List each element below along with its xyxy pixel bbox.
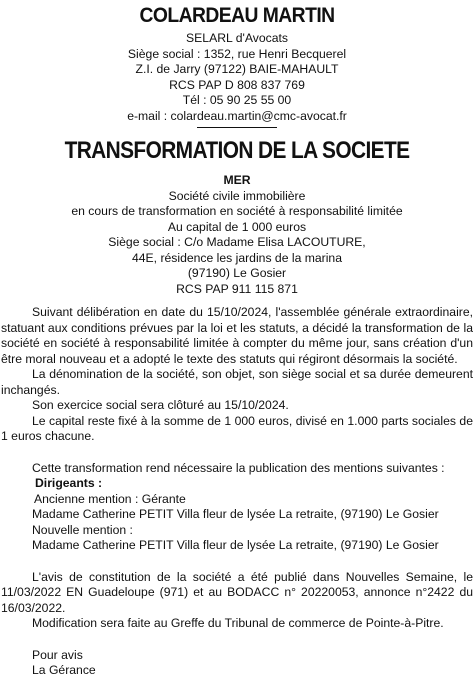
notice-body xyxy=(1,305,473,679)
dirigeants-label: Dirigeants : xyxy=(35,476,103,490)
paragraph-deliberation: Suivant délibération en date du 15/10/2024, l'assemblée générale extraordinaire, statuant aux conditions prévues par la loi et les statuts, a décidé la transformation de la société en société à responsabilité limitée à compter du même jour, sans création d'un être moral nouveau et a adopté le texte des statuts qui régiront désormais la société. xyxy=(1,305,473,366)
paragraph-capital: Le capital reste fixé à la somme de 1 000 euros, divisé en 1.000 parts sociales de 1 euros chacune. xyxy=(1,413,473,443)
paragraph-fiscal-year: Son exercice social sera clôturé au 15/10/2024. xyxy=(32,398,289,412)
nouvelle-person: Madame Catherine PETIT Villa fleur de lysée La retraite, (97190) Le Gosier xyxy=(32,538,439,552)
notice-title: TRANSFORMATION DE LA SOCIETE xyxy=(64,137,410,164)
firm-email: e-mail : colardeau.martin@cmc-avocat.fr xyxy=(127,108,347,123)
firm-type: SELARL d'Avocats xyxy=(186,31,288,45)
ancienne-person: Madame Catherine PETIT Villa fleur de lysée La retraite, (97190) Le Gosier xyxy=(32,507,439,521)
spacer xyxy=(1,632,473,648)
header-divider xyxy=(197,127,277,128)
firm-rcs: RCS PAP D 808 837 769 xyxy=(169,77,305,92)
company-type: Société civile immobilière xyxy=(168,188,306,203)
firm-zone: Z.I. de Jarry (97122) BAIE-MAHAULT xyxy=(135,62,339,76)
company-status: en cours de transformation en société à responsabilité limitée xyxy=(71,204,403,218)
paragraph-greffe: Modification sera faite au Greffe du Tribunal de commerce de Pointe-à-Pitre. xyxy=(32,616,444,630)
company-seat: Siège social : C/o Madame Elisa LACOUTURE, xyxy=(108,235,366,249)
company-address: 44E, résidence les jardins de la marina xyxy=(131,250,342,265)
ancienne-mention: Ancienne mention : Gérante xyxy=(34,491,186,506)
firm-header xyxy=(1,4,473,128)
company-city: (97190) Le Gosier xyxy=(187,266,287,280)
spacer xyxy=(1,554,473,570)
closing-pour-avis: Pour avis xyxy=(32,647,83,662)
company-block xyxy=(1,173,473,297)
firm-name: COLARDEAU MARTIN xyxy=(139,4,335,27)
company-capital: Au capital de 1 000 euros xyxy=(167,219,307,234)
spacer xyxy=(1,445,473,461)
nouvelle-mention: Nouvelle mention : xyxy=(32,522,133,537)
legal-notice xyxy=(0,4,473,677)
firm-address: Siège social : 1352, rue Henri Becquerel xyxy=(127,46,347,61)
company-name: MER xyxy=(223,173,251,187)
company-rcs: RCS PAP 911 115 871 xyxy=(176,281,298,296)
closing-gerance: La Gérance xyxy=(32,663,96,677)
paragraph-publication: Cette transformation rend nécessaire la publication des mentions suivantes : xyxy=(32,460,445,475)
paragraph-denomination: La dénomination de la société, son objet, son siège social et sa durée demeurent inchangés. xyxy=(1,367,473,397)
paragraph-constitution: L'avis de constitution de la société a été publié dans Nouvelles Semaine, le 11/03/2022 EN Guadeloupe (971) et au BODACC n° 20220053, annonce n°2422 du 16/03/2022. xyxy=(1,569,473,615)
firm-phone: Tél : 05 90 25 55 00 xyxy=(182,93,292,107)
